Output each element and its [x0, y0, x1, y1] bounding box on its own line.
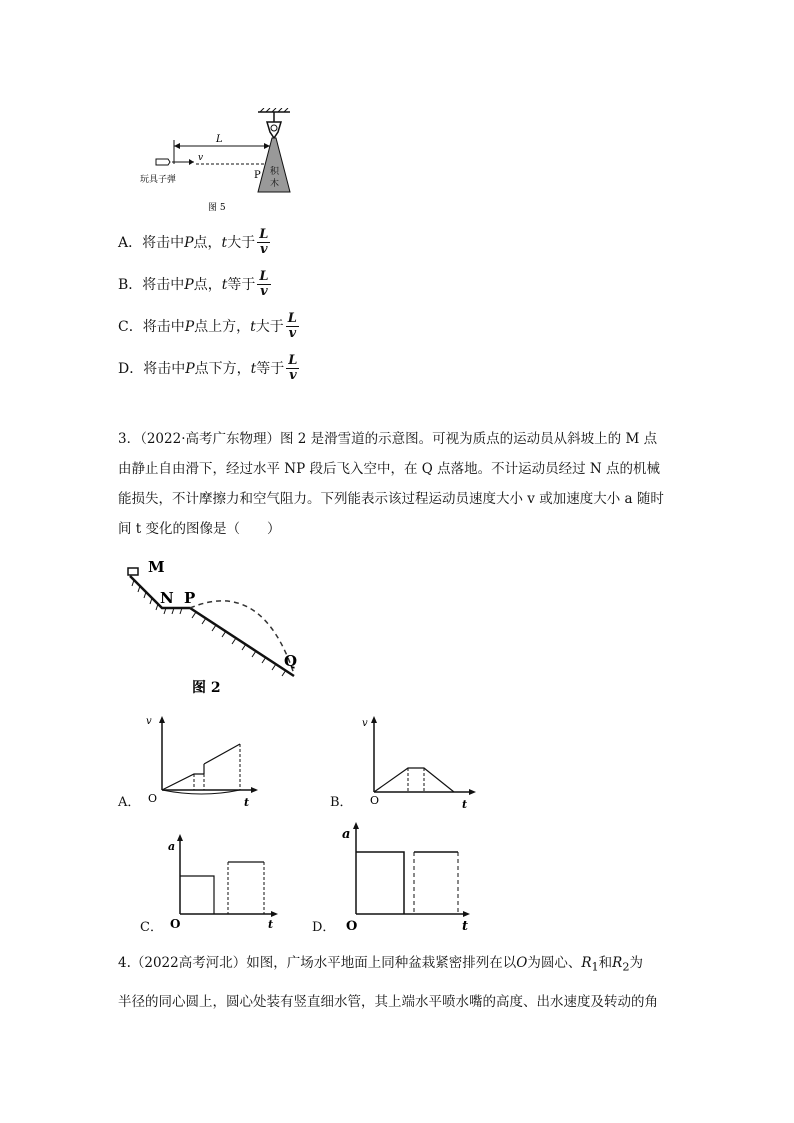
figure-5: [140, 108, 310, 218]
svg-text:N: N: [160, 589, 174, 607]
q4-line-1: 4.（2022高考河北）如图，广场水平地面上同种盆栽紧密排列在以O为圆心、$R_1$和$R_2$为: [118, 955, 644, 974]
svg-text:t: t: [268, 918, 274, 931]
svg-text:积: 积: [270, 167, 280, 177]
svg-text:O: O: [370, 794, 380, 807]
fraction-l-over-v: $\frac{L}{v}$: [259, 269, 269, 299]
svg-text:t: t: [244, 796, 250, 809]
svg-text:P: P: [184, 589, 196, 607]
svg-text:O: O: [170, 917, 181, 931]
svg-text:t: t: [462, 798, 468, 811]
svg-text:t: t: [462, 919, 469, 933]
q4-line-2: 半径的同心圆上，圆心处装有竖直细水管，其上端水平喷水嘴的高度、出水速度及转动的角: [118, 993, 658, 1010]
question-4-text: [118, 946, 688, 1019]
svg-text:a: a: [342, 827, 351, 842]
svg-text:v: v: [362, 718, 368, 729]
option-a: A． 将击中 P 点， t 大于 $\frac{L}{v}$: [118, 227, 269, 257]
fraction-l-over-v: $\frac{L}{v}$: [259, 227, 269, 257]
option-d: D． 将击中 P 点下方， t 等于 $\frac{L}{v}$: [118, 353, 298, 383]
svg-text:v: v: [146, 716, 152, 727]
figure-2-ski-slope: [122, 558, 312, 698]
svg-text:L: L: [216, 134, 223, 145]
svg-text:玩具子弹: 玩具子弹: [140, 175, 177, 185]
svg-text:图 2: 图 2: [192, 680, 221, 696]
question-3-text: 3．（2022·高考广东物理）图 2 是滑雪道的示意图。可视为质点的运动员从斜坡上的 M 点 由静止自由滑下，经过水平 NP 段后飞入空中，在 Q 点落地。不计运动员经过 N 点的机械 能损失，不计摩擦力和空气阻力。下列能表示该过程运动员速度大小 v 或加速度大小 a 随时 间 t 变化的图像是（ ）: [118, 431, 664, 537]
svg-text:木: 木: [270, 179, 280, 189]
fraction-l-over-v: $\frac{L}{v}$: [287, 311, 297, 341]
svg-text:v: v: [198, 153, 204, 163]
svg-text:Q: Q: [284, 652, 298, 670]
svg-text:P: P: [254, 170, 261, 181]
svg-text:图 5: 图 5: [208, 203, 226, 213]
graph-option-b: B． v O t: [330, 712, 490, 812]
graph-option-a: A． v O t: [118, 712, 268, 812]
graph-option-c: C． a O t: [140, 830, 290, 930]
svg-text:O: O: [346, 919, 358, 933]
fraction-l-over-v: $\frac{L}{v}$: [288, 353, 298, 383]
option-b: B． 将击中 P 点， t 等于 $\frac{L}{v}$: [118, 269, 269, 299]
graph-option-d: D． a O t: [312, 818, 482, 933]
option-c: C． 将击中 P 点上方， t 大于 $\frac{L}{v}$: [118, 311, 297, 341]
svg-text:a: a: [168, 840, 176, 853]
svg-text:M: M: [148, 558, 165, 576]
svg-text:O: O: [148, 792, 158, 805]
